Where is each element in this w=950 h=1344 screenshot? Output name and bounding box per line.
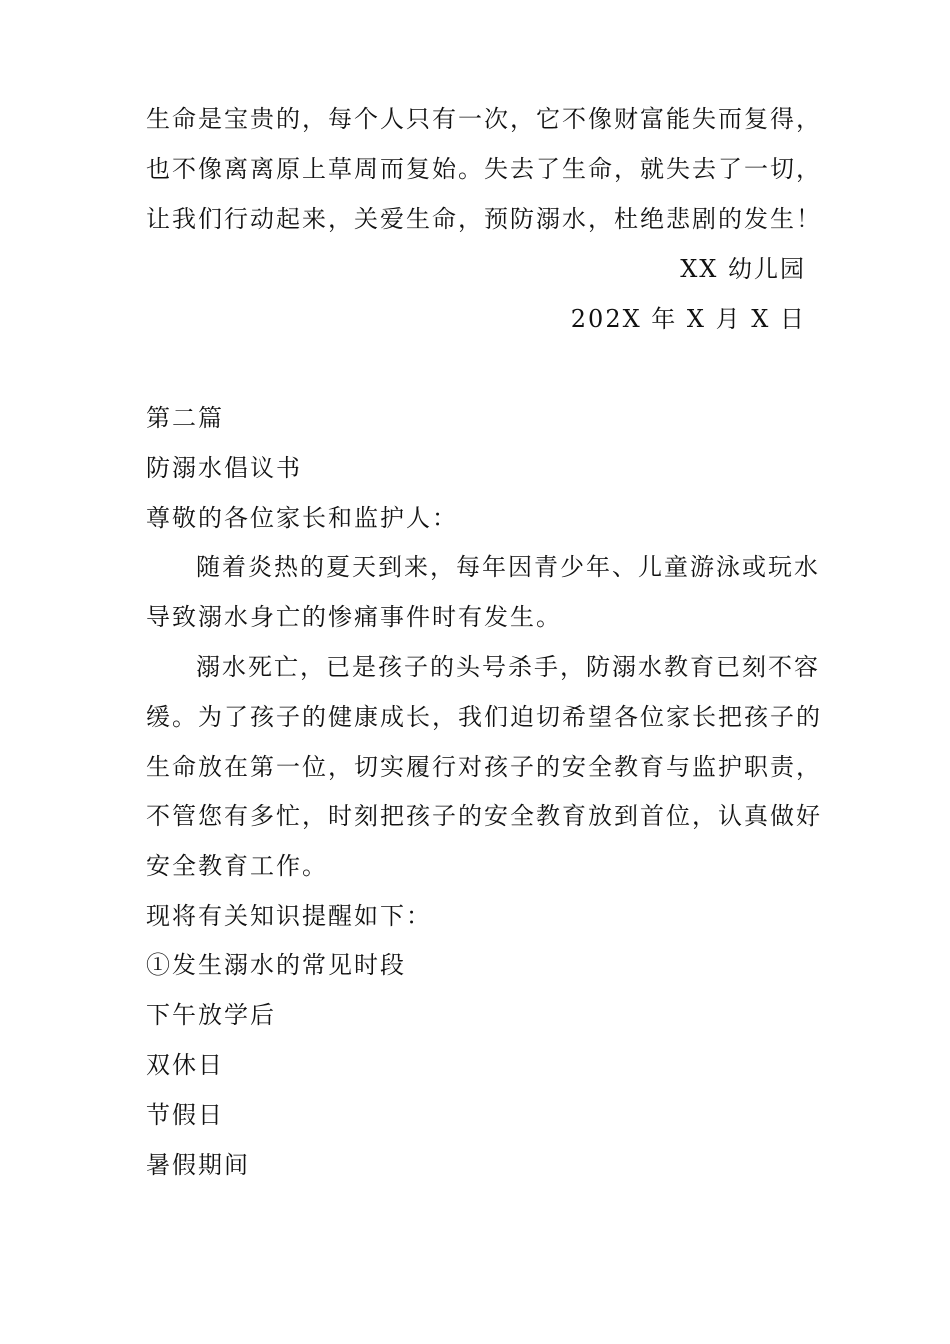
salutation: 尊敬的各位家长和监护人： [146,504,458,532]
body-line: 也不像离离原上草周而复始。失去了生命，就失去了一切， [146,155,822,183]
list-item: 节假日 [146,1101,224,1129]
paragraph-line: 安全教育工作。 [146,852,328,880]
paragraph-line: 溺水死亡，已是孩子的头号杀手，防溺水教育已刻不容 [196,653,820,681]
section-heading: 第二篇 [146,404,224,432]
list-item: 双休日 [146,1051,224,1079]
paragraph-line: 导致溺水身亡的惨痛事件时有发生。 [146,603,562,631]
paragraph-line: 不管您有多忙，时刻把孩子的安全教育放到首位，认真做好 [146,802,822,830]
list-item: 暑假期间 [146,1151,250,1179]
date: 202X 年 X 月 X 日 [570,305,806,333]
paragraph-line: 缓。为了孩子的健康成长，我们迫切希望各位家长把孩子的 [146,703,822,731]
body-line: 生命是宝贵的，每个人只有一次，它不像财富能失而复得， [146,105,822,133]
signature: XX 幼儿园 [680,255,806,283]
paragraph-line: 生命放在第一位，切实履行对孩子的安全教育与监护职责， [146,753,822,781]
body-line: 让我们行动起来，关爱生命，预防溺水，杜绝悲剧的发生！ [146,205,822,233]
intro-line: 现将有关知识提醒如下： [146,902,432,930]
document-title: 防溺水倡议书 [146,454,302,482]
list-heading: ①发生溺水的常见时段 [146,951,406,979]
paragraph-line: 随着炎热的夏天到来，每年因青少年、儿童游泳或玩水 [196,553,820,581]
list-item: 下午放学后 [146,1001,276,1029]
